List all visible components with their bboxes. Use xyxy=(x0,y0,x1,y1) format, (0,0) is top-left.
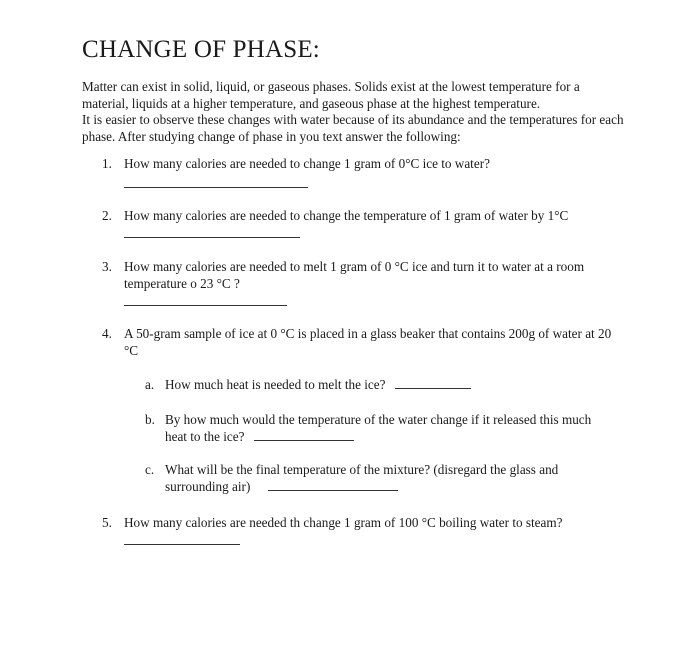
answer-line-4b[interactable] xyxy=(254,439,354,441)
question-4a-letter: a. xyxy=(145,377,155,392)
answer-line-3[interactable] xyxy=(124,305,287,306)
question-2-number: 2. xyxy=(102,208,112,223)
answer-line-4a[interactable] xyxy=(395,387,471,389)
page-title: CHANGE OF PHASE: xyxy=(82,36,320,63)
intro-paragraph xyxy=(82,79,627,145)
question-4-text: A 50-gram sample of ice at 0 °C is placed in a glass beaker that contains 200g of water at 20 °C xyxy=(124,326,612,358)
question-3-text: How many calories are needed to melt 1 gram of 0 °C ice and turn it to water at a room temperature o 23 °C ? xyxy=(124,259,585,291)
intro-text-1: Matter can exist in solid, liquid, or gaseous phases. Solids exist at the lowest temperature for a material, liquids at a higher temperature, and gaseous phase at the highest temperature. xyxy=(82,79,580,111)
answer-line-2[interactable] xyxy=(124,237,300,238)
question-4c-item xyxy=(165,461,595,495)
question-1-number: 1. xyxy=(102,156,112,171)
question-4b-item xyxy=(165,411,615,445)
answer-line-5[interactable] xyxy=(124,544,240,545)
answer-line-1[interactable] xyxy=(124,187,308,188)
question-5-text: How many calories are needed th change 1 gram of 100 °C boiling water to steam? xyxy=(124,515,563,530)
question-5-number: 5. xyxy=(102,515,112,530)
question-4c-letter: c. xyxy=(145,462,155,477)
question-4a-text: How much heat is needed to melt the ice? xyxy=(165,377,386,392)
question-3-number: 3. xyxy=(102,259,112,274)
question-4b-text: By how much would the temperature of the water change if it released this much heat to the ice? xyxy=(165,412,592,444)
question-1-text: How many calories are needed to change 1 gram of 0°C ice to water? xyxy=(124,156,490,171)
question-4b-letter: b. xyxy=(145,412,155,427)
answer-line-4c[interactable] xyxy=(268,489,398,491)
question-4c-text: What will be the final temperature of the mixture? (disregard the glass and surrounding air) xyxy=(165,462,559,494)
question-2-text: How many calories are needed to change the temperature of 1 gram of water by 1°C xyxy=(124,208,569,223)
question-4a-item xyxy=(165,376,620,393)
question-4-number: 4. xyxy=(102,326,112,341)
intro-text-2: It is easier to observe these changes with water because of its abundance and the temperatures for each phase. After studying change of phase in you text answer the following: xyxy=(82,112,624,144)
